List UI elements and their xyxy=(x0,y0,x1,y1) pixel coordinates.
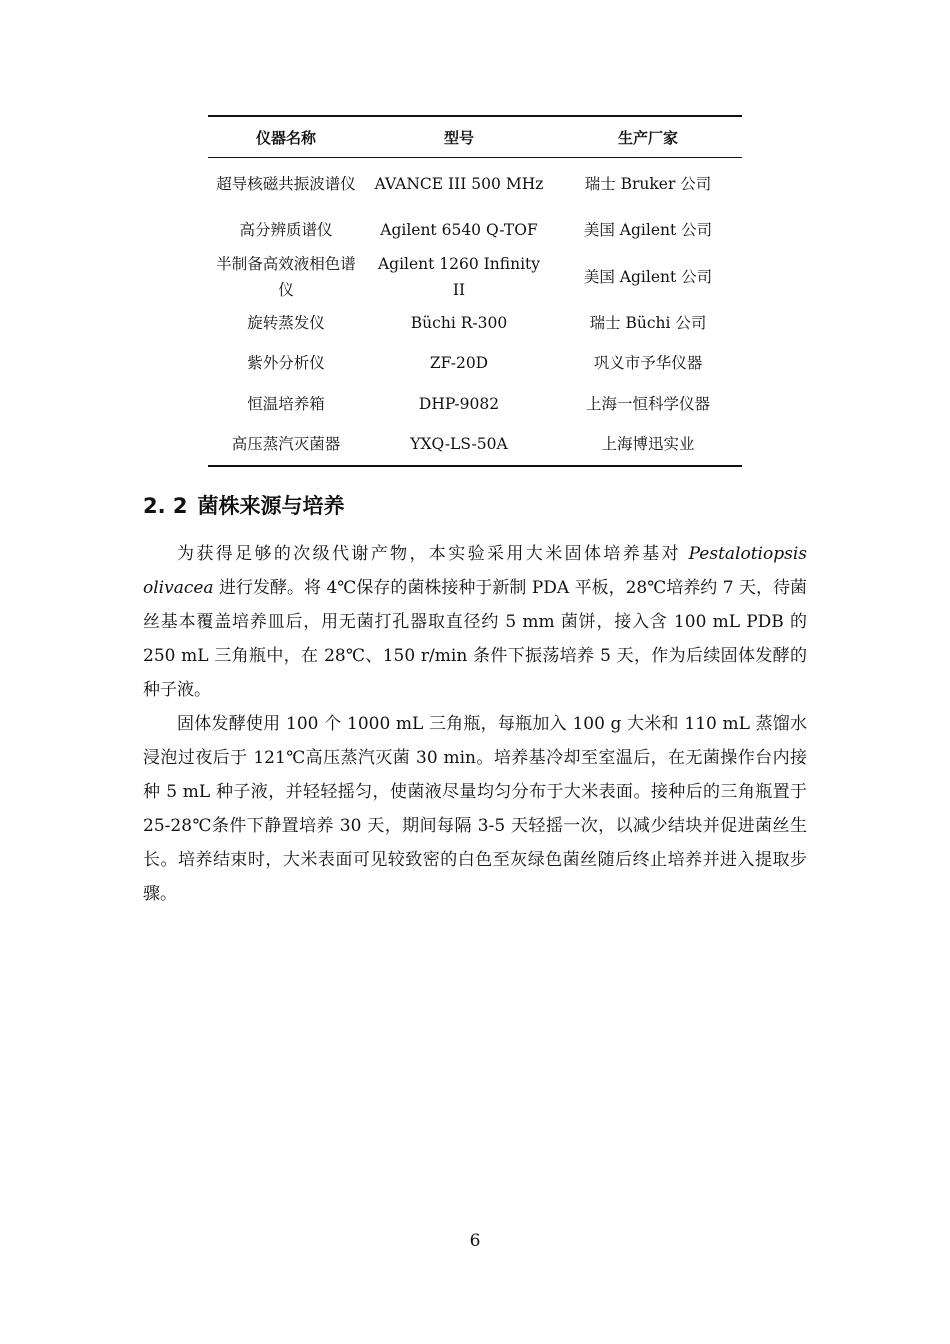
cell-instrument-name: 超导核磁共振波谱仪 xyxy=(216,175,356,193)
table-row xyxy=(208,424,742,466)
cell-instrument-name: 半制备高效液相色谱仪 xyxy=(216,254,356,299)
table-row xyxy=(208,251,742,303)
section-title: 菌株来源与培养 xyxy=(197,494,345,518)
cell-manufacturer: 上海博迅实业 xyxy=(554,424,742,466)
cell-manufacturer: 巩义市予华仪器 xyxy=(593,354,703,373)
cell-instrument-name: 高压蒸汽灭菌器 xyxy=(208,424,364,466)
cell-model: ZF-20D xyxy=(429,354,489,373)
header-manufacturer: 生产厂家 xyxy=(554,116,742,158)
instrument-table-container xyxy=(208,115,742,467)
cell-instrument-name: 恒温培养箱 xyxy=(247,394,325,413)
table-row xyxy=(208,384,742,425)
table-header-row xyxy=(208,116,742,158)
cell-instrument-name: 紫外分析仪 xyxy=(247,354,325,373)
cell-manufacturer: 瑞士 Bruker 公司 xyxy=(584,175,712,193)
page-number: 6 xyxy=(469,1231,481,1251)
header-instrument-name: 仪器名称 xyxy=(208,116,364,158)
cell-model: DHP-9082 xyxy=(418,394,500,413)
species-name: Pestalotiopsis olivacea xyxy=(143,544,807,598)
cell-model: Agilent 1260 Infinity II xyxy=(377,254,541,299)
table-row xyxy=(208,210,742,251)
instrument-table xyxy=(208,115,742,467)
cell-model: AVANCE III 500 MHz xyxy=(374,175,544,193)
cell-model: Büchi R-300 xyxy=(410,313,508,332)
cell-manufacturer: 瑞士 Büchi 公司 xyxy=(589,313,707,332)
section-heading xyxy=(143,492,345,520)
cell-manufacturer: 美国 Agilent 公司 xyxy=(583,221,713,240)
table-row xyxy=(208,343,742,384)
cell-model: YXQ-LS-50A xyxy=(364,424,554,466)
body-paragraph-fermentation: 固体发酵使用 100 个 1000 mL 三角瓶，每瓶加入 100 g 大米和 110 mL 蒸馏水浸泡过夜后于 121℃高压蒸汽灭菌 30 min。培养基冷却至室温后，在无菌操作台内接种 5 mL 种子液，并轻轻摇匀，使菌液尽量均匀分布于大米表面。接种后的三角瓶置于 25-28℃条件下静置培养 30 天，期间每隔 3-5 天轻摇一次，以减少结块并促进菌丝生长。培养结束时，大米表面可见较致密的白色至灰绿色菌丝随后终止培养并进入提取步骤。 xyxy=(143,714,807,904)
paragraph-text: 为获得足够的次级代谢产物，本实验采用大米固体培养基对 xyxy=(177,544,689,564)
table-row xyxy=(208,303,742,344)
paragraph-text: 进行发酵。将 4℃保存的菌株接种于新制 PDA 平板，28℃培养约 7 天，待菌丝基本覆盖培养皿后，用无菌打孔器取直径约 5 mm 菌饼，接入含 100 mL PDB 的 250 mL 三角瓶中，在 28℃、150 r/min 条件下振荡培养 5 天，作为后续固体发酵的种子液。 xyxy=(143,578,807,700)
cell-manufacturer: 上海一恒科学仪器 xyxy=(585,394,710,413)
table-row xyxy=(208,158,742,211)
header-model: 型号 xyxy=(364,116,554,158)
section-number: 2. 2 xyxy=(143,494,188,518)
body-paragraph-culture xyxy=(143,537,807,707)
cell-manufacturer: 美国 Agilent 公司 xyxy=(583,267,713,286)
cell-instrument-name: 高分辨质谱仪 xyxy=(239,221,333,240)
cell-model: Agilent 6540 Q-TOF xyxy=(380,221,538,240)
cell-instrument-name: 旋转蒸发仪 xyxy=(247,313,325,332)
